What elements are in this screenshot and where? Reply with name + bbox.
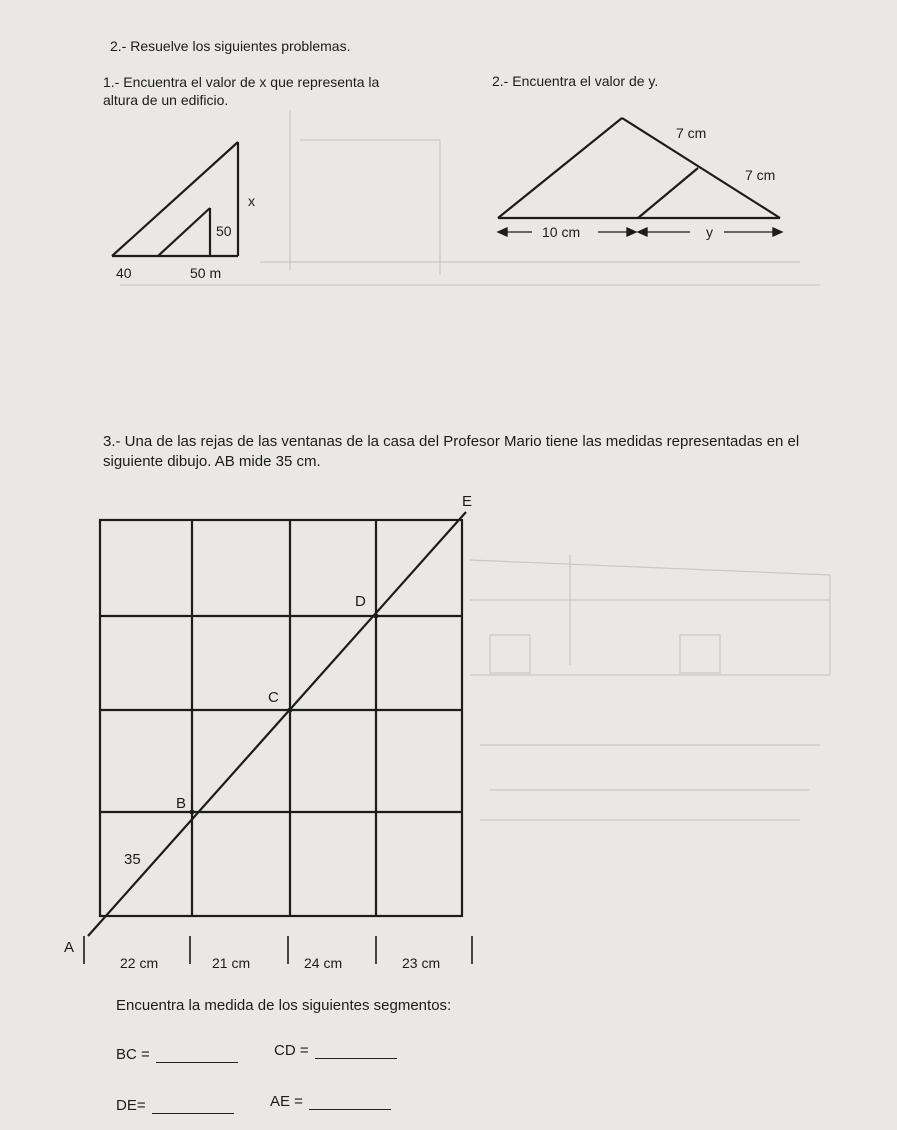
answer-cd-label: CD = xyxy=(274,1042,309,1059)
answer-bc[interactable] xyxy=(116,1046,238,1063)
point-d: D xyxy=(355,593,366,610)
label-y: y xyxy=(706,224,713,240)
width-2: 21 cm xyxy=(212,955,251,971)
questions-intro: Encuentra la medida de los siguientes segmentos: xyxy=(116,997,452,1014)
problem-1-figure xyxy=(100,130,360,290)
point-e: E xyxy=(462,493,473,510)
label-inner-height: 50 xyxy=(216,223,232,239)
window-grill-figure xyxy=(60,490,480,980)
answer-cd-blank[interactable] xyxy=(315,1044,397,1059)
answer-bc-label: BC = xyxy=(116,1046,150,1063)
label-x: x xyxy=(248,193,255,209)
answer-bc-blank[interactable] xyxy=(156,1048,238,1063)
instructions-title: 2.- Resuelve los siguientes problemas. xyxy=(110,38,351,54)
answer-ae-blank[interactable] xyxy=(309,1095,391,1110)
problem-3-text: 3.- Una de las rejas de las ventanas de la casa del Profesor Mario tiene las medidas representadas en el siguiente dibujo. AB mide 35 cm. xyxy=(103,433,800,470)
point-a: A xyxy=(64,939,75,956)
answer-de[interactable] xyxy=(116,1097,234,1114)
answer-de-label: DE= xyxy=(116,1097,146,1114)
label-left-base: 40 xyxy=(116,265,132,281)
problem-2-figure xyxy=(480,110,810,250)
answer-cd[interactable] xyxy=(274,1042,397,1059)
point-c: C xyxy=(268,689,279,706)
label-right-side: 7 cm xyxy=(745,167,776,183)
answer-ae-label: AE = xyxy=(270,1093,303,1110)
label-top-side: 7 cm xyxy=(676,125,707,141)
problem-2-text: 2.- Encuentra el valor de y. xyxy=(492,73,659,89)
label-left-base: 10 cm xyxy=(542,224,581,240)
width-3: 24 cm xyxy=(304,955,343,971)
point-b: B xyxy=(176,795,187,812)
problem-1-text: 1.- Encuentra el valor de x que representa la altura de un edificio. xyxy=(103,74,380,108)
label-right-base: 50 m xyxy=(190,265,222,281)
width-4: 23 cm xyxy=(402,955,441,971)
width-1: 22 cm xyxy=(120,955,159,971)
answer-ae[interactable] xyxy=(270,1093,391,1110)
label-ab: 35 xyxy=(124,851,141,868)
answer-de-blank[interactable] xyxy=(152,1099,234,1114)
